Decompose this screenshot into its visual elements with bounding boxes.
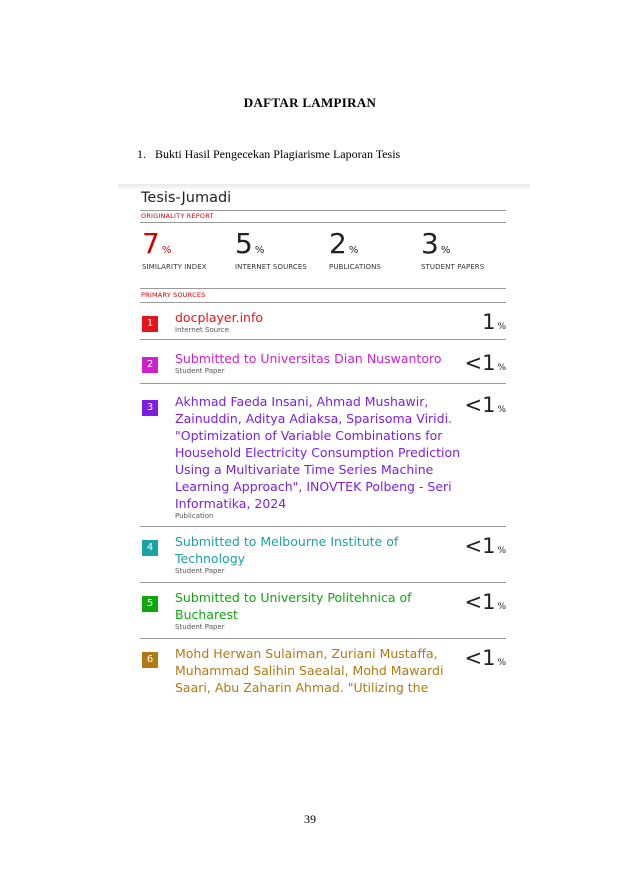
stat-unit: % (440, 245, 451, 256)
source-type: Publication (175, 512, 214, 520)
percent-value: <1 (464, 351, 496, 375)
divider (140, 582, 506, 583)
percent-value: <1 (464, 590, 496, 614)
divider (140, 526, 506, 527)
plagiarism-report (118, 184, 530, 700)
divider (140, 222, 506, 223)
page-number: 39 (304, 812, 316, 826)
percent-unit: % (497, 322, 506, 332)
stat-caption: INTERNET SOURCES (235, 263, 307, 271)
percent-unit: % (497, 658, 506, 668)
stat-caption: STUDENT PAPERS (421, 263, 485, 271)
page-heading: DAFTAR LAMPIRAN (243, 95, 377, 110)
source-title: Akhmad Faeda Insani, Ahmad Mushawir, Zainuddin, Aditya Adiaksa, Sparisoma Viridi. "Optimization of Variable Combinations for Household Electricity Consumption Prediction Using a Multivariate Time Series Machine Learning Approach", INOVTEK Polbeng - Seri Informatika, 2024 (175, 394, 461, 511)
stat-value: 2 (329, 227, 347, 260)
source-rank-badge: 5 (142, 596, 158, 612)
stat-unit: % (161, 245, 172, 256)
percent-unit: % (497, 363, 506, 373)
source-rank-badge: 1 (142, 316, 158, 332)
source-rank-badge: 6 (142, 652, 158, 668)
list-item-number: 1. (137, 147, 146, 161)
stat-caption: PUBLICATIONS (329, 263, 381, 271)
source-percent (464, 590, 506, 614)
stat-publications (329, 229, 381, 271)
percent-value: <1 (464, 393, 496, 417)
divider (140, 638, 506, 639)
percent-unit: % (497, 602, 506, 612)
stat-unit: % (348, 245, 359, 256)
divider (140, 210, 506, 211)
source-rank-badge: 4 (142, 540, 158, 556)
stat-student-papers (421, 229, 484, 271)
source-percent (482, 310, 506, 334)
source-title: Submitted to Melbourne Institute of Technology (175, 534, 399, 566)
source-title: Submitted to University Politehnica of Bucharest (175, 590, 412, 622)
stat-similarity-index (142, 229, 207, 271)
percent-unit: % (497, 405, 506, 415)
stat-caption: SIMILARITY INDEX (142, 263, 207, 271)
source-title: Mohd Herwan Sulaiman, Zuriani Mustaffa, Muhammad Salihin Saealal, Mohd Mawardi Saari, Abu Zaharin Ahmad. "Utilizing the (175, 646, 444, 695)
list-item-text: Bukti Hasil Pengecekan Plagiarisme Laporan Tesis (155, 147, 401, 161)
source-type: Student Paper (175, 367, 225, 375)
percent-unit: % (497, 546, 506, 556)
list-item (137, 147, 400, 162)
stat-internet-sources (235, 229, 307, 271)
percent-value: 1 (482, 310, 496, 334)
source-title: docplayer.info (175, 310, 264, 325)
source-title: Submitted to Universitas Dian Nuswantoro (175, 351, 442, 366)
stat-unit: % (254, 245, 265, 256)
divider (140, 339, 506, 340)
stat-value: 7 (142, 227, 160, 260)
source-rank-badge: 3 (142, 400, 158, 416)
source-percent (464, 534, 506, 558)
source-rank-badge: 2 (142, 357, 158, 373)
source-type: Student Paper (175, 623, 225, 631)
percent-value: <1 (464, 534, 496, 558)
divider (140, 302, 506, 303)
source-percent (464, 351, 506, 375)
divider (140, 288, 506, 289)
source-percent (464, 393, 506, 417)
divider (140, 383, 506, 384)
stat-value: 5 (235, 227, 253, 260)
report-title: Tesis-Jumadi (141, 190, 232, 206)
percent-value: <1 (464, 646, 496, 670)
source-type: Internet Source (175, 326, 230, 334)
primary-sources-label: PRIMARY SOURCES (141, 291, 206, 299)
stat-value: 3 (421, 227, 439, 260)
originality-report-label: ORIGINALITY REPORT (141, 212, 214, 220)
source-type: Student Paper (175, 567, 225, 575)
source-percent (464, 646, 506, 670)
